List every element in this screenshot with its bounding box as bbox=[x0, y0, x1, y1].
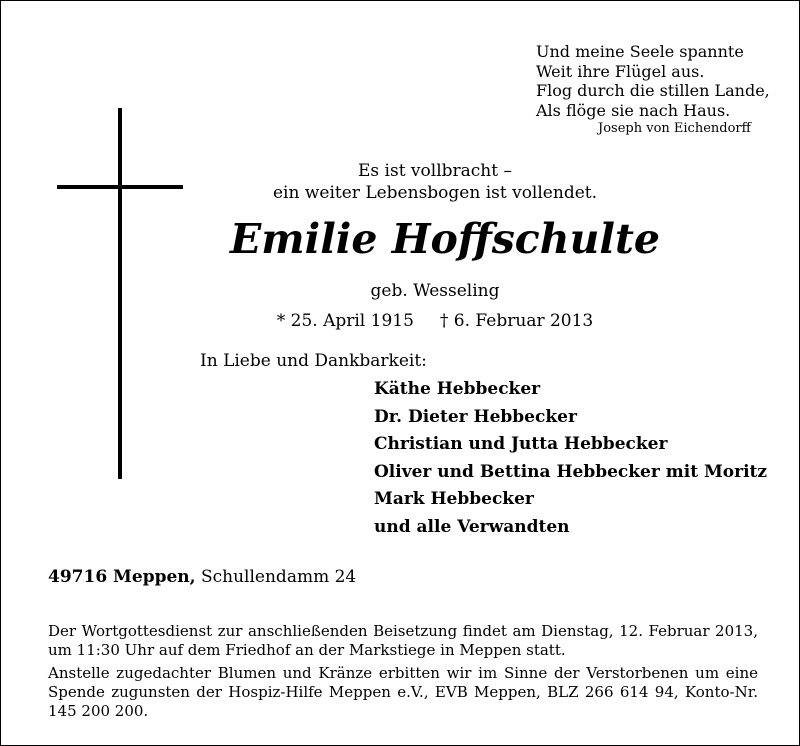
mourner-name: und alle Verwandten bbox=[374, 516, 570, 537]
intro-line: ein weiter Lebensbogen ist vollendet. bbox=[273, 183, 597, 203]
poem-author: Joseph von Eichendorff bbox=[598, 121, 751, 136]
cross-icon-crossbar bbox=[57, 185, 183, 189]
intro-line: Es ist vollbracht – bbox=[358, 161, 512, 181]
intro-text bbox=[230, 160, 640, 204]
birth-date: * 25. April 1915 bbox=[276, 311, 414, 331]
life-dates bbox=[230, 310, 640, 332]
mourner-name: Oliver und Bettina Hebbecker mit Moritz bbox=[374, 461, 768, 482]
poem-line: Als flöge sie nach Haus. bbox=[536, 100, 731, 120]
poem-line: Und meine Seele spannte bbox=[536, 42, 744, 61]
mourners-heading: In Liebe und Dankbarkeit: bbox=[200, 351, 427, 371]
address-street: Schullendamm 24 bbox=[200, 567, 357, 587]
poem bbox=[536, 42, 770, 137]
mourner-name: Käthe Hebbecker bbox=[374, 379, 541, 399]
address-city: 49716 Meppen, bbox=[48, 567, 196, 587]
maiden-name: geb. Wesseling bbox=[370, 281, 500, 301]
mourner-name: Christian und Jutta Hebbecker bbox=[374, 434, 668, 454]
donation-notice: Anstelle zugedachter Blumen und Kränze erbitten wir im Sinne der Verstorbenen um eine Spende zugunsten der Hospiz-Hilfe Meppen e.V., EVB Meppen, BLZ 266 614 94, Konto-Nr. 145 200 200. bbox=[48, 664, 758, 720]
cross-icon bbox=[118, 108, 122, 479]
mourner-name: Dr. Dieter Hebbecker bbox=[374, 406, 577, 427]
funeral-notice: Der Wortgottesdienst zur anschließenden Beisetzung findet am Dienstag, 12. Februar 2013, um 11:30 Uhr auf dem Friedhof an der Markstiege in Meppen statt. bbox=[48, 622, 758, 659]
poem-line: Flog durch die stillen Lande, bbox=[536, 81, 770, 100]
family-address bbox=[48, 566, 356, 588]
death-date: † 6. Februar 2013 bbox=[439, 311, 594, 331]
poem-line: Weit ihre Flügel aus. bbox=[536, 61, 705, 81]
mourners-list bbox=[374, 376, 767, 541]
deceased-name: Emilie Hoffschulte bbox=[230, 215, 660, 263]
mourner-name: Mark Hebbecker bbox=[374, 489, 534, 509]
